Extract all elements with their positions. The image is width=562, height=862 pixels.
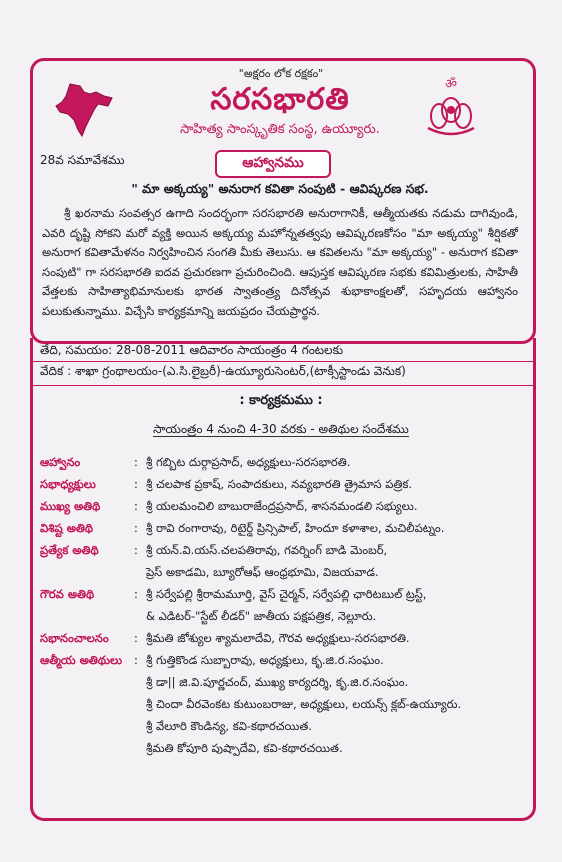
role-row-continued: [40, 697, 520, 719]
role-row: ప్రత్యేక అతిథి : శ్రీ యన్.వి.యస్.చలపతిరావు, గవర్నింగ్ బాడి మెంబర్,: [40, 543, 520, 565]
role-person: శ్రీ యన్.వి.యస్.చలపతిరావు, గవర్నింగ్ బాడి మెంబర్,: [146, 543, 388, 557]
event-headline: " మా అక్కయ్య" అనురాగ కవితా సంపుటి - ఆవిష్కరణ సభ.: [131, 181, 429, 196]
india-map-icon: [50, 82, 114, 140]
venue-value: శాఖా గ్రంథాలయం-(ఎ.సి.లైబ్రరీ)-ఉయ్యూరుసెంటర్,(టాక్సీస్టాండు వెనుక): [74, 364, 406, 378]
meeting-number: 28వ సమావేశము: [40, 153, 125, 167]
role-row: ముఖ్య అతిథి : శ్రీ యలమంచిలి బాబురాజేంద్రప్రసాద్, శాసనమండలి సభ్యులు.: [40, 499, 520, 521]
divider: [33, 385, 533, 386]
program-roles: [40, 455, 520, 763]
invitation-body: శ్రీ ఖరనామ సంవత్సర ఉగాది సందర్భంగా సరసభారతి అనురాగానికీ, ఆత్మీయతకు నడుమ దాగివుండి, ఎవరి దృష్టి సోకని మరో వ్యక్తి అయిన అక్కయ్య మహోన్నతత్వపు ఆవిష్కరణకోసం "మా అక్కయ్య" శీర్షికతో అనురాగ కవితామేళనం నిర్వహించిన సంగతి మీకు తెలుసు. ఆ కవితలను "మా అక్కయ్య" - అనురాగ కవితా సంపుటి" గా సరసభారతి ఐదవ ప్రచురణగా ప్రచురించింది. ఆపుస్తక ఆవిష్కరణ సభకు కవిమిత్రులకు, సాహితీ వేత్తలకు సాహిత్యాభిమానులకు భారత స్వాతంత్ర్య దినోత్సవ శుభాకాంక్షలతో, సహృదయ ఆహ్వానం పలుకుతున్నాము. విచ్చేసి కార్యక్రమాన్ని జయప్రదం చేయప్రార్థన.: [42, 206, 518, 318]
role-person: శ్రీ చలపాక ప్రకాష్, సంపాదకులు, నవ్యభారతి త్రైమాస పత్రిక.: [146, 477, 413, 491]
role-row-continued: [40, 565, 520, 587]
role-row: ఆహ్వానం : శ్రీ గబ్బిట దుర్గాప్రసాద్, అధ్యక్షులు-సరసభారతి.: [40, 455, 520, 477]
organization-title: సరసభారతి: [210, 82, 350, 117]
role-person: శ్రీ గుత్తికొండ సుబ్బారావు, అధ్యక్షులు, కృ.జి.ర.సంఘం.: [146, 653, 384, 667]
role-row: గౌరవ అతిథి : శ్రీ సర్వేపల్లి శ్రీరామమూర్తి, వైస్ చైర్మన్, సర్వేపల్లి ఛారిటబుల్ ట్రస్ట్,: [40, 587, 520, 609]
lotus-logo-icon: [422, 74, 480, 142]
role-person-continued: & ఎడిటర్-"స్టేట్ లీడర్" జాతీయ పక్షపత్రిక, నెల్లూరు.: [146, 609, 377, 623]
role-label: ఆత్మీయ అతిథులు: [40, 653, 123, 667]
role-person-continued: ప్రెస్ అకాడమి, బ్యూరోఆఫ్ ఆంధ్రభూమి, విజయవాడ.: [146, 565, 379, 579]
program-title: : కార్యక్రమము :: [239, 393, 323, 408]
role-person-continued: శ్రీ చిందా వీరవెంకట కుటుంబరాజు, అధ్యక్షులు, లయన్స్ క్లబ్-ఉయ్యూరు.: [146, 697, 462, 711]
role-person: శ్రీ సర్వేపల్లి శ్రీరామమూర్తి, వైస్ చైర్మన్, సర్వేపల్లి ఛారిటబుల్ ట్రస్ట్,: [146, 587, 427, 601]
venue-line: [40, 364, 406, 381]
venue-label: వేదిక :: [40, 364, 72, 378]
role-person-continued: శ్రీమతి కోపూరి పుష్పాదేవి, కవి-కథారచయిత.: [146, 741, 343, 755]
role-person: శ్రీమతి జోశ్యుల శ్యామలాదేవి, గౌరవ అధ్యక్షులు-సరసభారతి.: [146, 631, 410, 645]
role-label: విశిష్ట అతిథి: [40, 521, 94, 535]
role-label: సభానంచాలనం: [40, 631, 109, 645]
date-line: [40, 343, 343, 360]
role-row: సభానంచాలనం : శ్రీమతి జోశ్యుల శ్యామలాదేవి, గౌరవ అధ్యక్షులు-సరసభారతి.: [40, 631, 520, 653]
evening-schedule-text: సాయంత్రం 4 నుంచి 4-30 వరకు - అతిథుల సందేశము: [153, 422, 409, 436]
divider: [33, 361, 533, 362]
role-row: విశిష్ట అతిథి : శ్రీ రావి రంగారావు, రిటైర్డ్ ప్రిన్సిపాల్, హిందూ కళాశాల, మచిలీపట్నం.: [40, 521, 520, 543]
role-person: శ్రీ గబ్బిట దుర్గాప్రసాద్, అధ్యక్షులు-సరసభారతి.: [146, 455, 351, 469]
svg-text:ॐ: ॐ: [445, 77, 457, 92]
role-row: ఆత్మీయ అతిథులు : శ్రీ గుత్తికొండ సుబ్బారావు, అధ్యక్షులు, కృ.జి.ర.సంఘం.: [40, 653, 520, 675]
evening-schedule: [0, 422, 562, 439]
organization-subtitle: సాహిత్య సాంస్కృతిక సంస్థ, ఉయ్యూరు.: [180, 122, 380, 137]
role-label: గౌరవ అతిథి: [40, 587, 95, 601]
role-person-continued: శ్రీ వేలూరి కౌండిన్య, కవి-కథారచయిత.: [146, 719, 312, 733]
invitation-badge: [215, 150, 331, 178]
role-label: సభాధ్యక్షులు: [40, 477, 96, 491]
tagline: "అక్షరం లోక రక్షకం": [238, 67, 324, 80]
role-row-continued: [40, 741, 520, 763]
role-label: ఆహ్వానం: [40, 455, 81, 469]
date-value: 28-08-2011 ఆదివారం సాయంత్రం 4 గంటలకు: [115, 343, 343, 357]
role-person: శ్రీ యలమంచిలి బాబురాజేంద్రప్రసాద్, శాసనమండలి సభ్యులు.: [146, 499, 418, 513]
role-person: శ్రీ రావి రంగారావు, రిటైర్డ్ ప్రిన్సిపాల్, హిందూ కళాశాల, మచిలీపట్నం.: [146, 521, 445, 535]
role-row: సభాధ్యక్షులు : శ్రీ చలపాక ప్రకాష్, సంపాదకులు, నవ్యభారతి త్రైమాస పత్రిక.: [40, 477, 520, 499]
role-row-continued: [40, 719, 520, 741]
role-label: ముఖ్య అతిథి: [40, 499, 101, 513]
date-label: తేది, సమయం:: [40, 343, 113, 357]
role-person-continued: శ్రీ డా|| జి.వి.పూర్ణచంద్, ముఖ్య కార్యదర్శి, కృ.జి.ర.సంఘం.: [146, 675, 409, 689]
role-row-continued: [40, 675, 520, 697]
role-row-continued: [40, 609, 520, 631]
role-label: ప్రత్యేక అతిథి: [40, 543, 99, 557]
invitation-label: ఆహ్వానము: [242, 154, 304, 171]
